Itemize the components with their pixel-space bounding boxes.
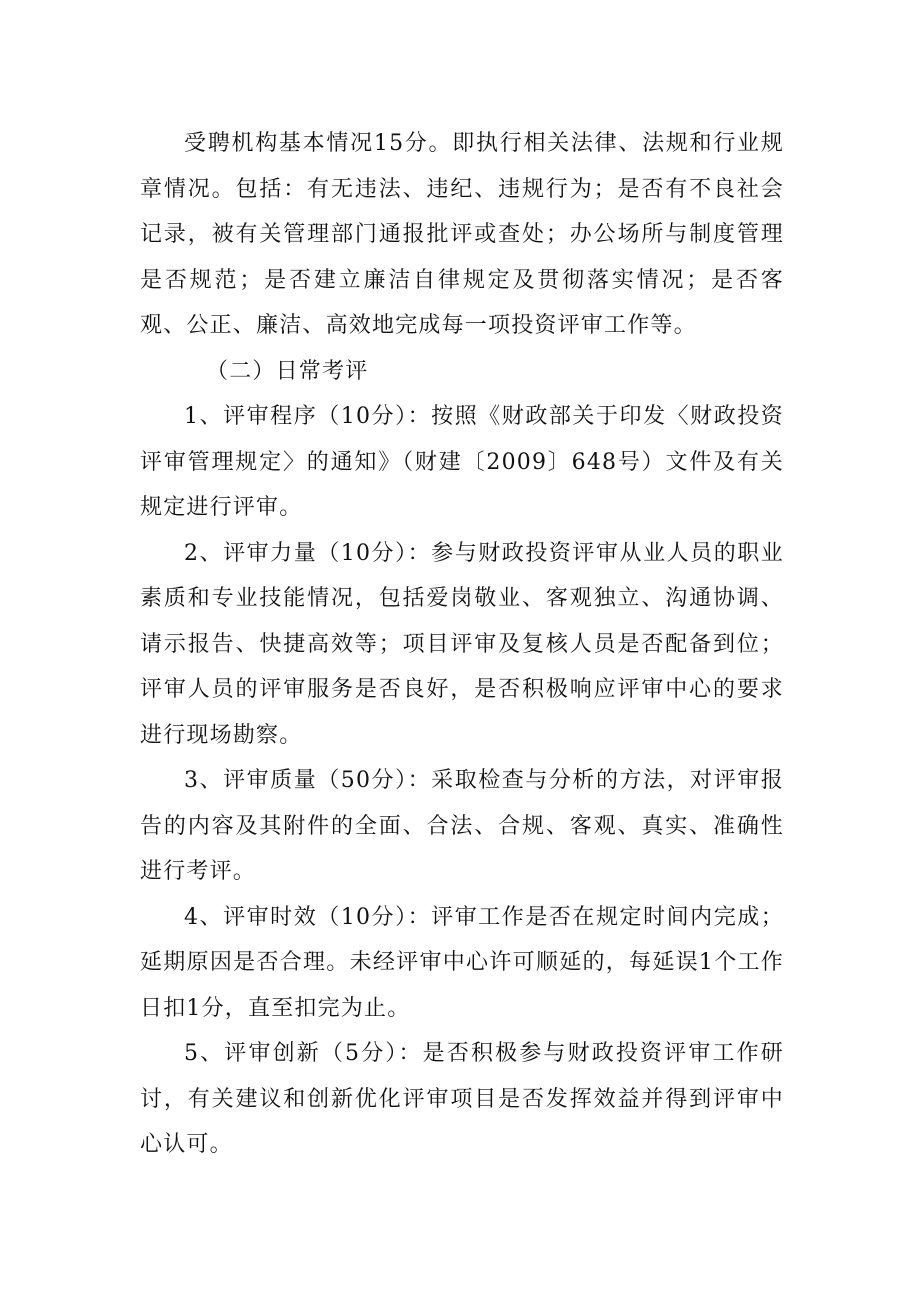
item-review-timeliness: 4、评审时效（10分）：评审工作是否在规定时间内完成；延期原因是否合理。未经评审中心许可顺延的，每延误1个工作日扣1分，直至扣完为止。 [140, 904, 784, 1021]
item-review-innovation: 5、评审创新（5分）：是否积极参与财政投资评审工作研讨，有关建议和创新优化评审项目是否发挥效益并得到评审中心认可。 [140, 1041, 784, 1157]
document-body [140, 121, 784, 1168]
item-review-staffing: 2、评审力量（10分）：参与财政投资评审从业人员的职业素质和专业技能情况，包括爱岗敬业、客观独立、沟通协调、请示报告、快捷高效等；项目评审及复核人员是否配备到位；评审人员的评审服务是否良好，是否积极响应评审中心的要求进行现场勘察。 [140, 540, 784, 748]
item-review-procedure: 1、评审程序（10分）：按照《财政部关于印发〈财政投资评审管理规定〉的通知》（财建〔2009〕648号）文件及有关规定进行评审。 [140, 404, 784, 520]
paragraph-institution-basics: 受聘机构基本情况15分。即执行相关法律、法规和行业规章情况。包括：有无违法、违纪、违规行为；是否有不良社会记录，被有关管理部门通报批评或查处；办公场所与制度管理是否规范；是否建立廉洁自律规定及贯彻落实情况；是否客观、公正、廉洁、高效地完成每一项投资评审工作等。 [140, 131, 784, 338]
section-heading-daily-evaluation: （二）日常考评 [206, 358, 369, 384]
item-review-quality: 3、评审质量（50分）：采取检查与分析的方法，对评审报告的内容及其附件的全面、合法、合规、客观、真实、准确性进行考评。 [140, 768, 784, 884]
